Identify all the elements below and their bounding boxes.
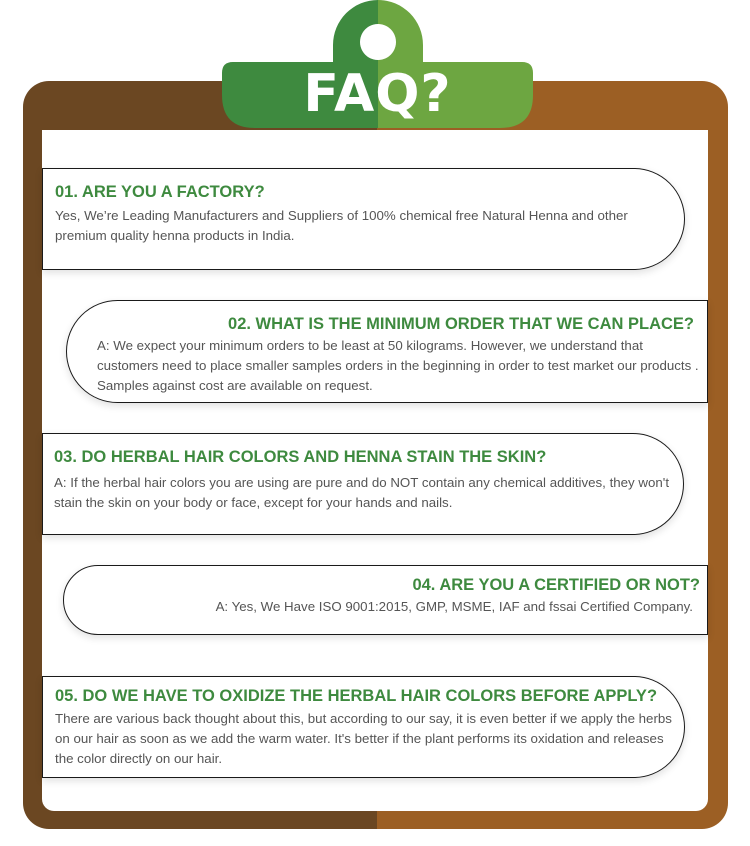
faq-item-1 [42, 168, 685, 270]
faq-question: 04. ARE YOU A CERTIFIED OR NOT? [412, 576, 700, 594]
faq-answer: Yes, We’re Leading Manufacturers and Suppliers of 100% chemical free Natural Henna and other premium quality henna products in India. [55, 208, 628, 243]
faq-answer: There are various back thought about this, but according to our say, it is even better if we apply the herbs on our hair as soon as we add the warm water. It's better if the plant performs its oxidation and releases the color directly on our hair. [55, 711, 672, 766]
faq-answer: A: If the herbal hair colors you are using are pure and do NOT contain any chemical additives, they won't stain the skin on your body or face, except for your hands and nails. [54, 475, 670, 510]
faq-answer: A: We expect your minimum orders to be least at 50 kilograms. However, we understand that customers need to place smaller samples orders in the beginning in order to test market our products . Samples against cost are available on request. [97, 338, 699, 393]
faq-item-4 [63, 565, 708, 635]
faq-answer: A: Yes, We Have ISO 9001:2015, GMP, MSME, IAF and fssai Certified Company. [215, 599, 693, 614]
faq-question: 03. DO HERBAL HAIR COLORS AND HENNA STAIN THE SKIN? [54, 448, 547, 466]
faq-item-5 [42, 676, 685, 778]
page-title: FAQ? [303, 64, 452, 124]
faq-item-2 [66, 300, 708, 403]
faq-question: 01. ARE YOU A FACTORY? [55, 183, 265, 201]
faq-question: 05. DO WE HAVE TO OXIDIZE THE HERBAL HAIR COLORS BEFORE APPLY? [55, 687, 658, 705]
faq-question: 02. WHAT IS THE MINIMUM ORDER THAT WE CAN PLACE? [228, 315, 694, 333]
faq-item-3 [42, 433, 684, 535]
